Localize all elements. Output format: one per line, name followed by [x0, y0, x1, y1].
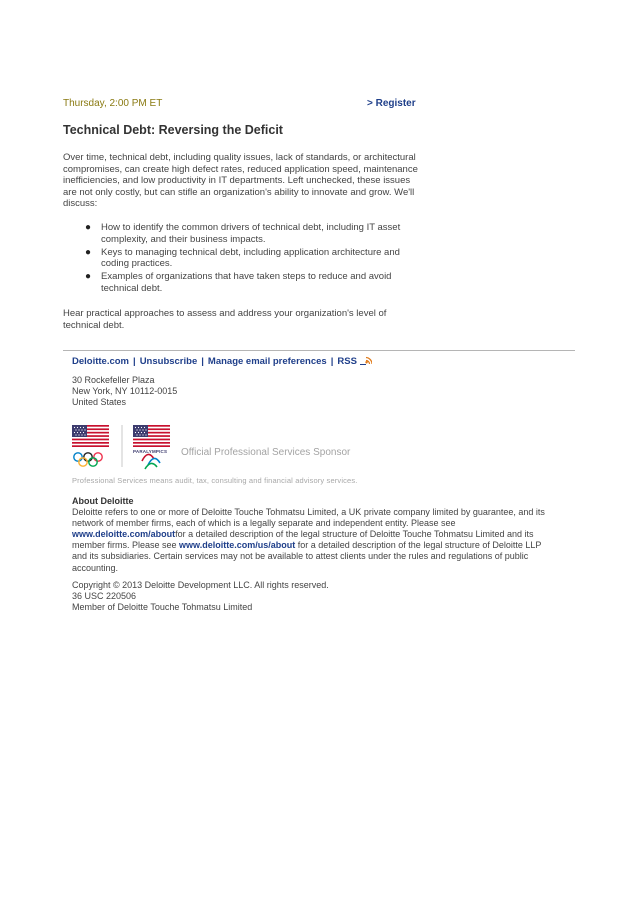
register-link[interactable]: > Register	[367, 98, 416, 109]
services-tagline: Professional Services means audit, tax, consulting and financial advisory services.	[72, 476, 358, 485]
rss-link[interactable]: RSS	[337, 356, 371, 367]
deloitte-link[interactable]: Deloitte.com	[72, 356, 130, 367]
footer-links	[72, 355, 372, 368]
article-closing: Hear practical approaches to assess and address your organization's level of technical debt.	[63, 308, 387, 331]
link-separator: |	[330, 356, 334, 367]
us-about-link[interactable]: www.deloitte.com/us/about	[179, 540, 296, 551]
rss-icon	[360, 355, 372, 368]
manage-preferences-link[interactable]: Manage email preferences	[207, 356, 327, 367]
paralympics-label: PARALYMPICS	[133, 449, 168, 454]
article-title: Technical Debt: Reversing the Deficit	[63, 123, 283, 137]
discussion-list	[63, 222, 423, 296]
article-intro: Over time, technical debt, including quality issues, lack of standards, or architectural compromises, can create high defect rates, reduced application speed, maintenance inefficiencies, and low productivity in IT departments. Left unchecked, these issues are not only costly, but can stifle an organization's ability to innovate and grow. We'll discuss:	[63, 152, 418, 210]
bullet-icon: ●	[85, 271, 92, 283]
list-item: ● Keys to managing technical debt, including application architecture and coding practices.	[85, 246, 400, 270]
mailing-address: 30 Rockefeller Plaza New York, NY 10112-0015 United States	[72, 375, 178, 408]
bullet-icon: ●	[85, 246, 92, 258]
about-link[interactable]: www.deloitte.com/about	[72, 529, 176, 540]
list-item: ● How to identify the common drivers of technical debt, including IT asset complexity, and their business impacts.	[85, 222, 401, 245]
event-time: Thursday, 2:00 PM ET	[63, 98, 163, 109]
sponsor-text: Official Professional Services Sponsor	[181, 447, 351, 458]
list-item: ● Examples of organizations that have taken steps to reduce and avoid technical debt.	[85, 271, 392, 294]
link-separator: |	[133, 356, 136, 367]
link-separator: |	[201, 356, 204, 367]
copyright-block: Copyright © 2013 Deloitte Development LLC. All rights reserved. 36 USC 220506 Member of Deloitte Touche Tohmatsu Limited	[72, 580, 329, 613]
unsubscribe-link[interactable]: Unsubscribe	[139, 356, 198, 367]
about-heading: About Deloitte	[72, 496, 134, 506]
about-deloitte: About Deloitte Deloitte refers to one or more of Deloitte Touche Tohmatsu Limited, a UK private company limited by guarantee, and its network of member firms, each of which is a legally separate and independent entity. Please see www.deloitte.com/aboutfor a detailed description of the legal structure of Deloitte Touche Tohmatsu Limited and its member firms. Please see www.deloitte.com/us/about for a detailed description of the legal structure of Deloitte LLP and its subsidiaries. Certain services may not be available to attest clients under the rules and regulations of public accounting.	[72, 496, 545, 573]
bullet-icon: ●	[85, 222, 92, 233]
footer-divider	[63, 350, 575, 351]
